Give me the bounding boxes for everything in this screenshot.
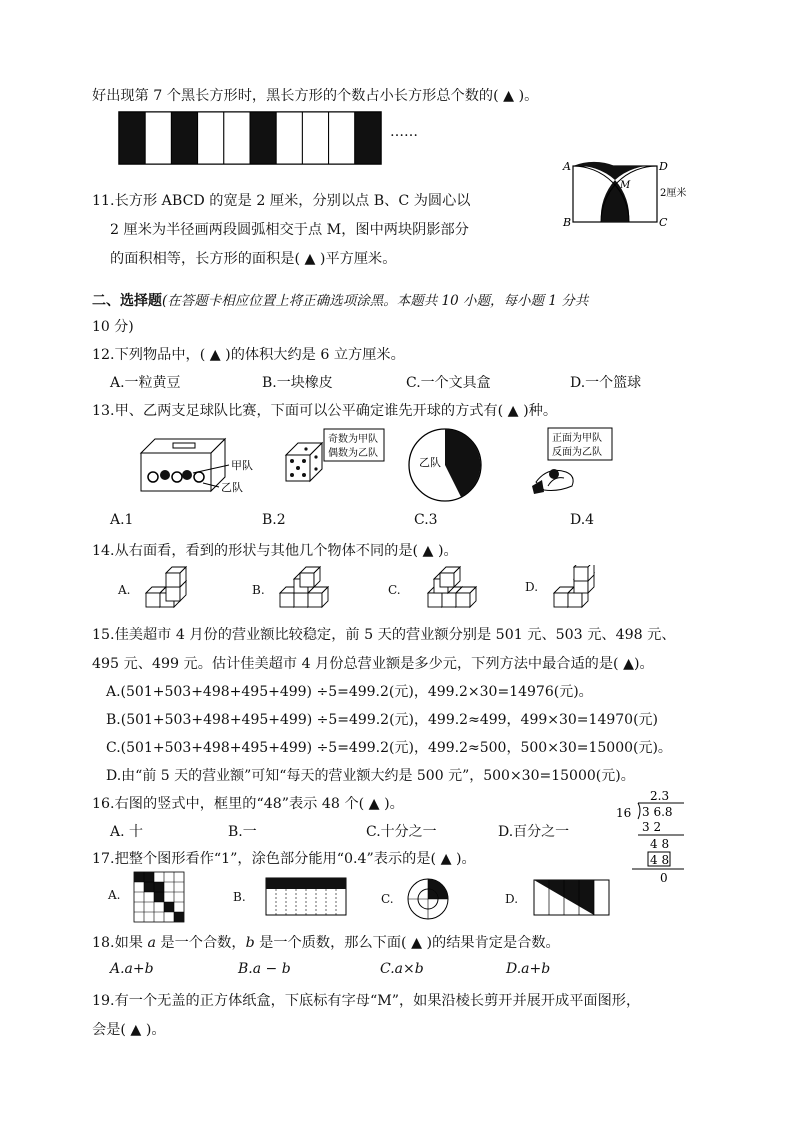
q18-stem-mid2: 是一个质数，那么下面( ▲ )的结果肯定是合数。	[254, 935, 560, 951]
boxed-48: 4 8	[650, 853, 670, 867]
q12-stem: 12.下列物品中，( ▲ )的体积大约是 6 立方厘米。	[92, 347, 405, 363]
section2-note: (在答题卡相应位置上将正确选项涂黑。本题共 10 小题，每小题 1 分共	[162, 293, 589, 309]
q16-stem: 16.右图的竖式中，框里的“48”表示 48 个( ▲ )。	[92, 796, 404, 812]
label-width: 2厘米	[660, 188, 687, 199]
q18-stem-pre: 18.如果	[92, 935, 148, 951]
dice-note-2: 偶数为乙队	[328, 448, 378, 459]
q11-line2: 2 厘米为半径画两段圆弧相交于点 M，图中两块阴影部分	[110, 222, 469, 238]
q17-option-b[interactable]: B.	[233, 890, 246, 904]
label-jia: 甲队	[231, 459, 253, 472]
q10-ellipsis: ……	[390, 124, 418, 140]
q12-option-b[interactable]: B.一块橡皮	[262, 375, 333, 391]
q12-option-a[interactable]: A.一粒黄豆	[110, 375, 181, 391]
q18-var-a: a	[147, 935, 156, 951]
q13-option-a[interactable]: A.1	[110, 512, 134, 528]
q19-line1: 19.有一个无盖的正方体纸盒，下底标有字母“M”，如果沿棱长剪开并展开成平面图形，	[92, 993, 641, 1009]
q18-option-b[interactable]: B.a − b	[238, 961, 291, 977]
q15-line2: 495 元、499 元。估计佳美超市 4 月份总营业额是多少元，下列方法中最合适的是( ▲)。	[92, 656, 654, 672]
q18-stem-mid1: 是一个合数，	[155, 935, 246, 951]
dividend: 3 6.8	[642, 805, 673, 819]
q14-cubes-figures	[140, 565, 610, 610]
label-C: C	[659, 216, 668, 229]
q17-option-d[interactable]: D.	[505, 892, 519, 906]
q13-spinner-figure	[405, 426, 485, 504]
step2: 4 8	[650, 837, 670, 851]
white-stripe	[198, 112, 224, 164]
white-stripe	[145, 112, 171, 164]
q13-coin-figure	[528, 426, 628, 498]
q14-option-c[interactable]: C.	[388, 583, 401, 597]
q13-option-c[interactable]: C.3	[414, 512, 438, 528]
q13-dice-figure	[282, 427, 392, 487]
q18-option-c[interactable]: C.a×b	[380, 961, 424, 977]
q12-option-c[interactable]: C.一个文具盒	[406, 375, 491, 391]
q17-stem: 17.把整个图形看作“1”，涂色部分能用“0.4”表示的是( ▲ )。	[92, 851, 476, 867]
white-stripe	[302, 112, 328, 164]
q18-var-b: b	[245, 935, 255, 951]
q15-option-c[interactable]: C.(501+503+498+495+499) ÷5=499.2(元)，499.2≈500，500×30=15000(元)。	[106, 740, 672, 756]
section2-heading: 二、选择题	[92, 293, 162, 309]
q14-option-a[interactable]: A.	[118, 583, 131, 597]
q17-figure-c	[406, 877, 450, 921]
black-stripe	[171, 112, 197, 164]
q15-option-b[interactable]: B.(501+503+498+495+499) ÷5=499.2(元)，499.2≈499，499×30=14970(元)	[106, 712, 659, 728]
q13-stem: 13.甲、乙两支足球队比赛，下面可以公平确定谁先开球的方式有( ▲ )种。	[92, 403, 558, 419]
q16-option-a[interactable]: A. 十	[110, 824, 144, 840]
q17-figure-a	[133, 871, 185, 923]
q10-stripe-figure	[118, 111, 383, 165]
step1: 3 2	[642, 820, 662, 834]
section2-heading-line1	[92, 289, 588, 310]
section2-note-line2: 10 分)	[92, 319, 134, 335]
label-A: A	[563, 160, 571, 173]
coin-note-1: 正面为甲队	[552, 433, 602, 444]
q18-option-a[interactable]: A.a+b	[110, 961, 154, 977]
quotient: 2.3	[650, 789, 670, 803]
white-stripe	[224, 112, 250, 164]
q16-option-c[interactable]: C.十分之一	[366, 824, 437, 840]
black-stripe	[119, 112, 145, 164]
q16-option-d[interactable]: D.百分之一	[498, 824, 570, 840]
q19-line2: 会是( ▲ )。	[92, 1022, 166, 1038]
spinner-label-yi: 乙队	[419, 456, 441, 469]
q14-option-b[interactable]: B.	[252, 583, 265, 597]
q15-option-d[interactable]: D.由“前 5 天的营业额”可知“每天的营业额大约是 500 元”，500×30=15000(元)。	[106, 768, 635, 784]
q15-option-a[interactable]: A.(501+503+498+495+499) ÷5=499.2(元)，499.2×30=14976(元)。	[106, 684, 593, 700]
q11-rectangle-figure	[560, 158, 700, 230]
label-M: M	[620, 180, 631, 191]
black-stripe	[250, 112, 276, 164]
remainder: 0	[660, 871, 668, 885]
q17-option-a[interactable]: A.	[108, 888, 121, 902]
label-yi: 乙队	[221, 481, 243, 494]
black-stripe	[355, 112, 381, 164]
label-B: B	[563, 216, 572, 229]
q12-option-d[interactable]: D.一个篮球	[570, 375, 642, 391]
white-stripe	[329, 112, 355, 164]
q16-option-b[interactable]: B.一	[228, 824, 257, 840]
label-D: D	[659, 160, 668, 173]
q11-line3: 的面积相等，长方形的面积是( ▲ )平方厘米。	[110, 251, 397, 267]
q11-line1: 11.长方形 ABCD 的宽是 2 厘米，分别以点 B、C 为圆心以	[92, 193, 471, 209]
q17-figure-b	[265, 877, 347, 917]
q10-text: 好出现第 7 个黑长方形时，黑长方形的个数占小长方形总个数的( ▲ )。	[92, 88, 539, 104]
q17-figure-d	[533, 879, 611, 917]
q14-stem: 14.从右面看，看到的形状与其他几个物体不同的是( ▲ )。	[92, 543, 458, 559]
q17-option-c[interactable]: C.	[381, 892, 394, 906]
dice-note-1: 奇数为甲队	[328, 434, 378, 445]
q16-long-division	[612, 788, 692, 886]
q14-option-d[interactable]: D.	[525, 580, 539, 594]
q13-ball-box-figure	[133, 435, 263, 495]
q13-option-b[interactable]: B.2	[262, 512, 286, 528]
divisor: 16	[616, 806, 632, 820]
coin-note-2: 反面为乙队	[552, 447, 602, 458]
q13-option-d[interactable]: D.4	[570, 512, 595, 528]
q18-stem	[92, 932, 560, 952]
q18-option-d[interactable]: D.a+b	[506, 961, 551, 977]
q15-line1: 15.佳美超市 4 月份的营业额比较稳定，前 5 天的营业额分别是 501 元、503 元、498 元、	[92, 627, 676, 643]
white-stripe	[276, 112, 302, 164]
